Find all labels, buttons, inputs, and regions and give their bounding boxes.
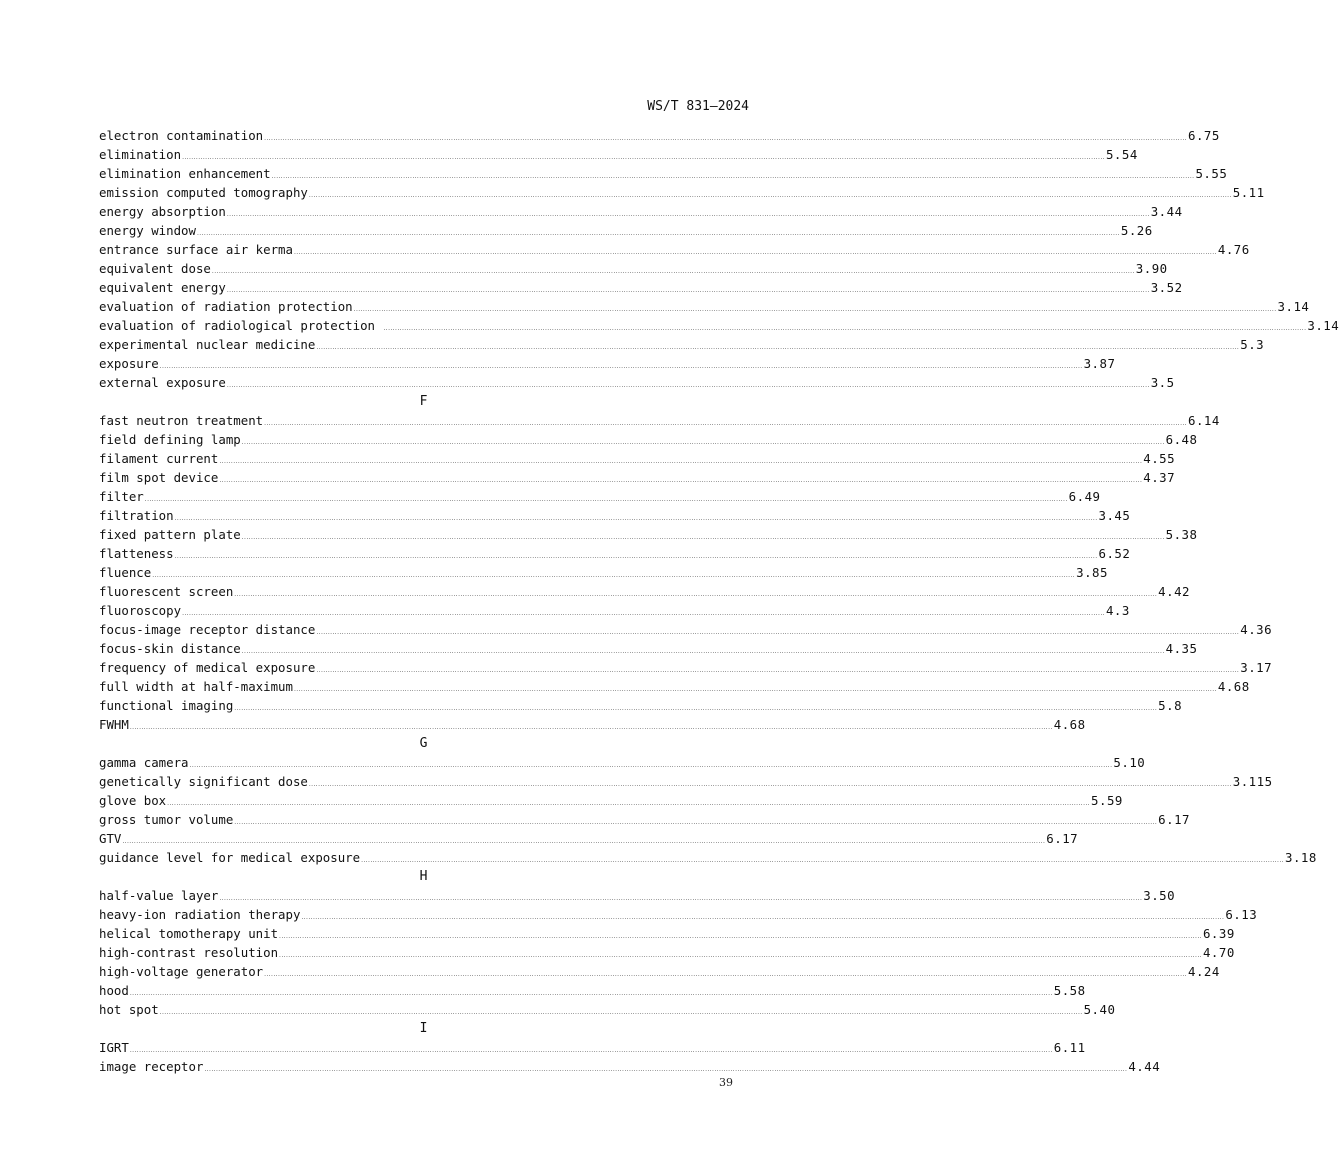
index-reference: 3.87 [1083,356,1116,371]
index-entry [99,620,1273,639]
index-entry [99,639,1198,658]
index-entry [99,202,1183,221]
index-entry [99,1057,1161,1076]
index-term: evaluation of radiation protection [99,299,353,314]
index-reference: 5.54 [1105,147,1138,162]
dot-leader: ................................................................................................................................................................................................................................................................................................................................................................................................................ [241,534,1165,541]
index-entry [99,696,1183,715]
index-reference: 3.50 [1143,888,1176,903]
dot-leader: ................................................................................................................................................................................................................................................................................................................................................................................................................ [241,648,1165,655]
index-entry [99,601,1130,620]
index-term: image receptor [99,1059,204,1074]
index-term: fixed pattern plate [99,527,241,542]
index-term: genetically significant dose [99,774,308,789]
standard-code: WS/T 831—2024 [647,99,749,114]
dot-leader: ................................................................................................................................................................................................................................................................................................................................................................................................................ [279,933,1202,940]
index-reference: 4.55 [1143,451,1176,466]
index-reference: 6.11 [1053,1040,1086,1055]
index-entry [99,1000,1116,1019]
dot-leader: ................................................................................................................................................................................................................................................................................................................................................................................................................ [226,287,1150,294]
index-entry [99,297,1310,316]
dot-leader: ................................................................................................................................................................................................................................................................................................................................................................................................................ [234,705,1158,712]
dot-leader: ................................................................................................................................................................................................................................................................................................................................................................................................................ [167,800,1091,807]
index-entry [99,829,1079,848]
index-term: equivalent dose [99,261,211,276]
dot-leader: ................................................................................................................................................................................................................................................................................................................................................................................................................ [219,895,1143,902]
index-entry [99,259,1168,278]
dot-leader: ................................................................................................................................................................................................................................................................................................................................................................................................................ [226,211,1150,218]
index-reference: 5.10 [1113,755,1146,770]
index-entry [99,810,1191,829]
index-entry [99,487,1101,506]
index-entry [99,563,1108,582]
index-reference: 4.68 [1217,679,1250,694]
index-reference: 3.45 [1098,508,1131,523]
dot-leader: ................................................................................................................................................................................................................................................................................................................................................................................................................ [316,344,1240,351]
section-letter-heading: I [419,1021,428,1036]
index-reference: 6.52 [1098,546,1131,561]
index-term: flatteness [99,546,174,561]
index-term: functional imaging [99,698,234,713]
dot-leader: ................................................................................................................................................................................................................................................................................................................................................................................................................ [152,572,1076,579]
index-term: fast neutron treatment [99,413,264,428]
index-reference: 5.55 [1195,166,1228,181]
index-entry [99,468,1176,487]
index-term: fluoroscopy [99,603,182,618]
dot-leader: ................................................................................................................................................................................................................................................................................................................................................................................................................ [182,610,1105,617]
dot-leader: ................................................................................................................................................................................................................................................................................................................................................................................................................ [219,458,1143,465]
index-reference: 3.17 [1240,660,1273,675]
index-entry [99,924,1235,943]
dot-leader: ................................................................................................................................................................................................................................................................................................................................................................................................................ [264,420,1188,427]
dot-leader: ................................................................................................................................................................................................................................................................................................................................................................................................................ [122,838,1046,845]
index-term: experimental nuclear medicine [99,337,316,352]
dot-leader: ................................................................................................................................................................................................................................................................................................................................................................................................................ [293,249,1217,256]
alphabetical-index [99,126,1339,1076]
index-reference: 6.39 [1202,926,1235,941]
index-entry [99,886,1176,905]
index-term: high-contrast resolution [99,945,279,960]
index-reference: 5.3 [1240,337,1265,352]
index-reference: 4.42 [1158,584,1191,599]
index-reference: 3.44 [1150,204,1183,219]
index-term: GTV [99,831,122,846]
dot-leader: ................................................................................................................................................................................................................................................................................................................................................................................................................ [308,781,1232,788]
index-reference: 6.17 [1046,831,1079,846]
index-entry [99,240,1250,259]
index-term: focus-skin distance [99,641,241,656]
index-term: guidance level for medical exposure [99,850,361,865]
index-term: entrance surface air kerma [99,242,293,257]
dot-leader: ................................................................................................................................................................................................................................................................................................................................................................................................................ [174,553,1098,560]
index-term: evaluation of radiological protection [99,318,383,333]
index-entry [99,848,1317,867]
index-entry [99,905,1258,924]
index-term: full width at half-maximum [99,679,293,694]
index-term: fluorescent screen [99,584,234,599]
dot-leader: ................................................................................................................................................................................................................................................................................................................................................................................................................ [144,496,1068,503]
index-entry [99,183,1265,202]
index-term: filter [99,489,144,504]
dot-leader: ................................................................................................................................................................................................................................................................................................................................................................................................................ [234,819,1158,826]
dot-leader: ................................................................................................................................................................................................................................................................................................................................................................................................................ [316,629,1240,636]
dot-leader: ................................................................................................................................................................................................................................................................................................................................................................................................................ [234,591,1158,598]
index-reference: 6.48 [1165,432,1198,447]
dot-leader: ................................................................................................................................................................................................................................................................................................................................................................................................................ [361,857,1284,864]
index-reference: 4.35 [1165,641,1198,656]
index-reference: 5.59 [1091,793,1123,808]
dot-leader: ................................................................................................................................................................................................................................................................................................................................................................................................................ [241,439,1165,446]
index-term: external exposure [99,375,226,390]
index-term: gross tumor volume [99,812,234,827]
index-entry [99,335,1265,354]
index-reference: 3.18 [1284,850,1317,865]
index-entry [99,373,1175,392]
dot-leader: ................................................................................................................................................................................................................................................................................................................................................................................................................ [293,686,1217,693]
dot-leader: ................................................................................................................................................................................................................................................................................................................................................................................................................ [353,306,1277,313]
index-entry [99,791,1123,810]
index-term: exposure [99,356,159,371]
dot-leader: ................................................................................................................................................................................................................................................................................................................................................................................................................ [159,363,1083,370]
section-letter-heading: H [419,869,428,884]
index-reference: 6.75 [1188,128,1220,143]
dot-leader: ................................................................................................................................................................................................................................................................................................................................................................................................................ [196,230,1120,237]
index-entry [99,126,1220,145]
index-reference: 5.26 [1120,223,1153,238]
dot-leader: ................................................................................................................................................................................................................................................................................................................................................................................................................ [129,1047,1053,1054]
dot-leader: ................................................................................................................................................................................................................................................................................................................................................................................................................ [383,325,1307,332]
index-entry [99,962,1220,981]
index-entry [99,449,1176,468]
dot-leader: ................................................................................................................................................................................................................................................................................................................................................................................................................ [264,135,1188,142]
index-reference: 5.38 [1165,527,1198,542]
index-entry [99,506,1131,525]
index-entry [99,677,1250,696]
index-entry [99,221,1153,240]
index-term: electron contamination [99,128,264,143]
index-entry [99,981,1086,1000]
index-entry [99,544,1131,563]
dot-leader: ................................................................................................................................................................................................................................................................................................................................................................................................................ [129,990,1053,997]
index-term: filament current [99,451,219,466]
index-reference: 3.14 [1307,318,1339,333]
index-reference: 4.37 [1143,470,1176,485]
dot-leader: ................................................................................................................................................................................................................................................................................................................................................................................................................ [174,515,1098,522]
index-reference: 6.14 [1188,413,1220,428]
dot-leader: ................................................................................................................................................................................................................................................................................................................................................................................................................ [204,1066,1128,1073]
index-entry [99,715,1086,734]
index-term: filtration [99,508,174,523]
index-reference: 5.11 [1232,185,1265,200]
index-term: energy absorption [99,204,226,219]
index-reference: 5.40 [1083,1002,1116,1017]
index-reference: 6.13 [1225,907,1258,922]
index-entry [99,278,1183,297]
index-reference: 4.36 [1240,622,1273,637]
index-term: hood [99,983,129,998]
index-reference: 4.3 [1105,603,1130,618]
index-term: glove box [99,793,167,808]
dot-leader: ................................................................................................................................................................................................................................................................................................................................................................................................................ [189,762,1113,769]
index-reference: 4.44 [1128,1059,1161,1074]
index-term: helical tomotherapy unit [99,926,279,941]
index-entry [99,316,1339,335]
dot-leader: ................................................................................................................................................................................................................................................................................................................................................................................................................ [301,914,1225,921]
index-entry [99,772,1273,791]
section-letter-heading: G [419,736,428,751]
dot-leader: ................................................................................................................................................................................................................................................................................................................................................................................................................ [279,952,1202,959]
index-term: FWHM [99,717,129,732]
index-reference: 4.68 [1053,717,1086,732]
index-entry [99,164,1228,183]
dot-leader: ................................................................................................................................................................................................................................................................................................................................................................................................................ [182,154,1105,161]
index-term: field defining lamp [99,432,241,447]
page-number: 39 [719,1076,733,1089]
index-term: film spot device [99,470,219,485]
index-reference: 5.8 [1158,698,1183,713]
index-term: focus-image receptor distance [99,622,316,637]
index-reference: 3.90 [1135,261,1168,276]
dot-leader: ................................................................................................................................................................................................................................................................................................................................................................................................................ [271,173,1195,180]
index-entry [99,943,1235,962]
index-term: high-voltage generator [99,964,264,979]
dot-leader: ................................................................................................................................................................................................................................................................................................................................................................................................................ [219,477,1143,484]
index-reference: 3.52 [1150,280,1183,295]
index-term: half-value layer [99,888,219,903]
index-entry [99,145,1138,164]
index-reference: 3.85 [1076,565,1108,580]
index-entry [99,430,1198,449]
index-entry [99,1038,1086,1057]
index-term: energy window [99,223,196,238]
index-reference: 4.70 [1202,945,1235,960]
index-term: equivalent energy [99,280,226,295]
dot-leader: ................................................................................................................................................................................................................................................................................................................................................................................................................ [264,971,1188,978]
index-entry [99,658,1273,677]
dot-leader: ................................................................................................................................................................................................................................................................................................................................................................................................................ [308,192,1232,199]
index-term: heavy-ion radiation therapy [99,907,301,922]
index-entry [99,411,1220,430]
index-entry [99,354,1116,373]
index-reference: 3.115 [1232,774,1273,789]
index-reference: 3.14 [1277,299,1310,314]
index-reference: 3.5 [1150,375,1175,390]
dot-leader: ................................................................................................................................................................................................................................................................................................................................................................................................................ [129,724,1053,731]
dot-leader: ................................................................................................................................................................................................................................................................................................................................................................................................................ [226,382,1150,389]
index-term: elimination [99,147,182,162]
index-term: fluence [99,565,152,580]
index-term: elimination enhancement [99,166,271,181]
index-entry [99,525,1198,544]
section-letter-heading: F [419,394,428,409]
index-reference: 4.24 [1188,964,1220,979]
index-reference: 4.76 [1217,242,1250,257]
index-reference: 6.17 [1158,812,1191,827]
index-term: gamma camera [99,755,189,770]
index-entry [99,582,1191,601]
index-term: IGRT [99,1040,129,1055]
index-term: hot spot [99,1002,159,1017]
index-reference: 5.58 [1053,983,1086,998]
index-term: frequency of medical exposure [99,660,316,675]
index-reference: 6.49 [1068,489,1101,504]
index-entry [99,753,1146,772]
dot-leader: ................................................................................................................................................................................................................................................................................................................................................................................................................ [159,1009,1083,1016]
index-term: emission computed tomography [99,185,308,200]
dot-leader: ................................................................................................................................................................................................................................................................................................................................................................................................................ [211,268,1135,275]
dot-leader: ................................................................................................................................................................................................................................................................................................................................................................................................................ [316,667,1240,674]
